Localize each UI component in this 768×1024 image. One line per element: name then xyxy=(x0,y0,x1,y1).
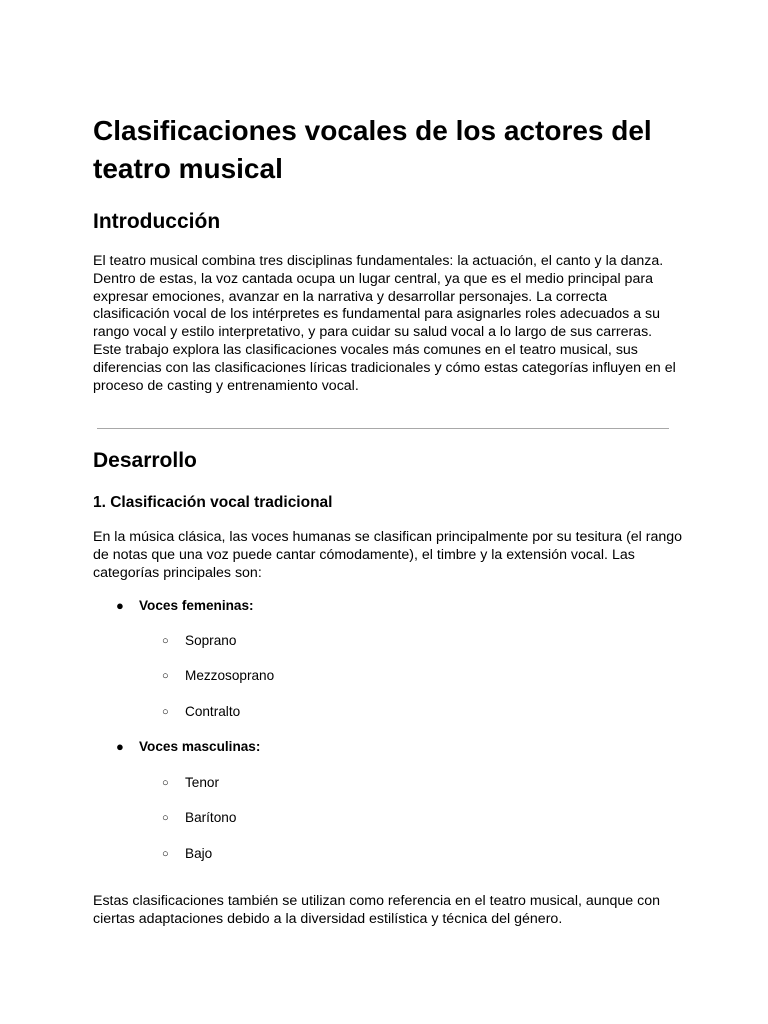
sub-bullet-icon: ○ xyxy=(162,777,169,789)
sub-bullet-icon: ○ xyxy=(162,670,169,682)
sub-bullet-icon: ○ xyxy=(162,812,169,824)
list-item-label: Barítono xyxy=(185,810,237,825)
list-item-label: Contralto xyxy=(185,704,241,719)
section-1-paragraph: En la música clásica, las voces humanas se clasifican principalmente por su tesitura (el rango de notas que una voz puede cantar cómodamente), el timbre y la extensión vocal. Las categorías principales son: xyxy=(93,529,683,581)
sub-bullet-icon: ○ xyxy=(162,706,169,718)
sub-bullet-icon: ○ xyxy=(162,635,169,647)
development-heading: Desarrollo xyxy=(93,449,197,472)
list-group-label: Voces femeninas: xyxy=(139,598,254,613)
bullet-icon: ● xyxy=(116,598,124,613)
section-1-closing-paragraph: Estas clasificaciones también se utilizan como referencia en el teatro musical, aunque con ciertas adaptaciones debido a la diversidad estilística y técnica del género. xyxy=(93,893,661,927)
document-title: Clasificaciones vocales de los actores del teatro musical xyxy=(93,115,652,184)
bullet-icon: ● xyxy=(116,739,124,754)
sub-bullet-icon: ○ xyxy=(162,848,169,860)
section-1-heading: 1. Clasificación vocal tradicional xyxy=(93,494,333,511)
intro-heading: Introducción xyxy=(93,210,221,233)
list-item-label: Bajo xyxy=(185,846,213,861)
intro-paragraph: El teatro musical combina tres disciplinas fundamentales: la actuación, el canto y la danza. Dentro de estas, la voz cantada ocupa un lugar central, ya que es el medio principal para expresar emociones, avanzar en la narrativa y desarrollar personajes. La correcta clasificación vocal de los intérpretes es fundamental para asignarles roles adecuados a su rango vocal y estilo interpretativo, y para cuidar su salud vocal a lo largo de sus carreras. Este trabajo explora las clasificaciones vocales más comunes en el teatro musical, sus diferencias con las clasificaciones líricas tradicionales y cómo estas categorías influyen en el proceso de casting y entrenamiento vocal. xyxy=(93,253,676,394)
list-group-label: Voces masculinas: xyxy=(139,739,261,754)
list-item-label: Tenor xyxy=(185,775,220,790)
list-item-label: Mezzosoprano xyxy=(185,668,275,683)
list-item-label: Soprano xyxy=(185,633,237,648)
section-divider xyxy=(97,428,669,429)
